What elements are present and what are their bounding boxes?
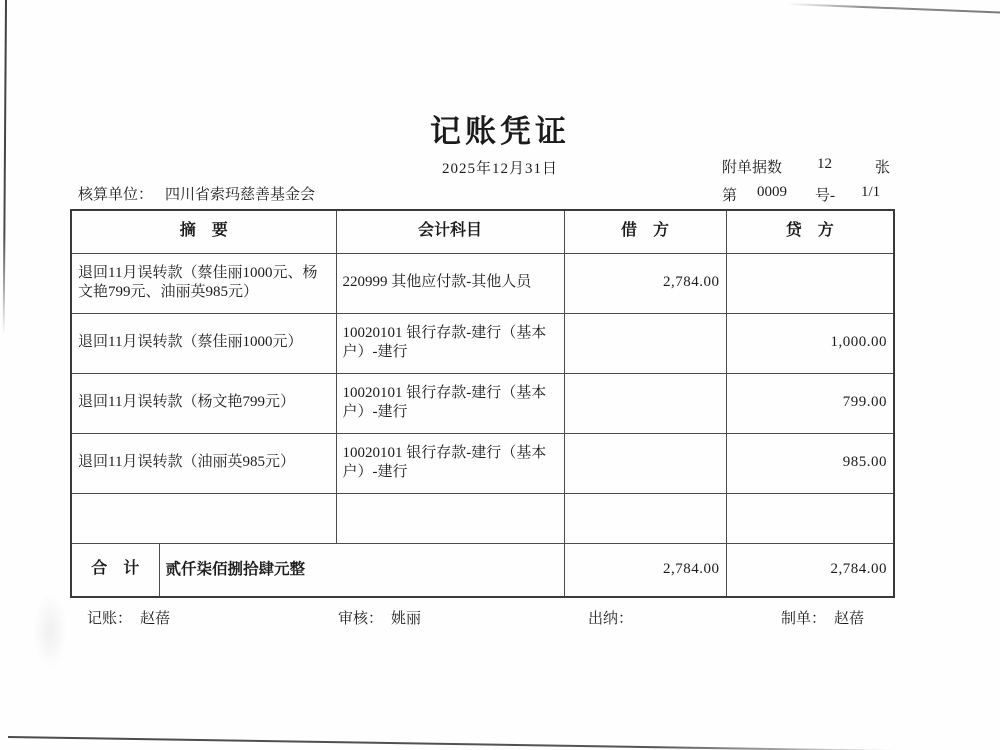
cashier-label: 出纳： [588, 611, 634, 627]
table-row-empty [71, 493, 894, 543]
amount-in-words-cell: 贰仟柒佰捌拾肆元整 [159, 543, 564, 597]
bookkeeper-signature [87, 607, 170, 628]
scan-edge-top [788, 3, 1000, 14]
debit-cell [564, 433, 726, 493]
scan-edge-bottom [8, 736, 928, 750]
total-debit-cell: 2,784.00 [564, 543, 726, 597]
reviewer-name: 姚丽 [391, 611, 422, 627]
credit-cell: 985.00 [726, 433, 894, 493]
account-cell: 10020101 银行存款-建行（基本户）-建行 [336, 433, 564, 493]
table-header-row [71, 210, 894, 253]
table-row [71, 253, 894, 313]
preparer-name: 赵蓓 [834, 611, 865, 627]
accounting-unit-name: 四川省索玛慈善基金会 [165, 187, 316, 203]
accounting-unit-label: 核算单位： [78, 187, 154, 203]
reviewer-signature [338, 607, 421, 628]
column-header-account: 会计科目 [336, 210, 564, 253]
cashier-signature [588, 607, 641, 628]
credit-cell [726, 253, 894, 313]
page-title: 记账凭证 [430, 114, 570, 149]
account-cell [336, 493, 564, 543]
summary-cell: 退回11月误转款（油丽英985元） [71, 433, 336, 493]
debit-cell [564, 493, 726, 543]
voucher-date: 2025年12月31日 [441, 161, 558, 177]
summary-cell: 退回11月误转款（蔡佳丽1000元、杨文艳799元、油丽英985元） [71, 253, 336, 313]
debit-cell: 2,784.00 [564, 253, 726, 313]
column-header-credit: 贷 方 [726, 210, 894, 253]
reviewer-label: 审核： [338, 611, 384, 627]
preparer-label: 制单： [781, 611, 827, 627]
voucher-table [70, 209, 895, 598]
bookkeeper-name: 赵蓓 [140, 611, 171, 627]
table-row [71, 433, 894, 493]
scan-smudge [33, 592, 67, 670]
accounting-unit-line [78, 183, 315, 204]
debit-cell [564, 313, 726, 373]
attachment-count-value: 12 [817, 156, 832, 172]
credit-cell: 799.00 [726, 373, 894, 433]
table-row [71, 313, 894, 373]
debit-cell [564, 373, 726, 433]
summary-cell: 退回11月误转款（蔡佳丽1000元） [71, 313, 336, 373]
voucher-page-number: 1/1 [861, 184, 881, 200]
voucher-number-label: 第 [722, 188, 738, 204]
account-cell: 10020101 银行存款-建行（基本户）-建行 [336, 373, 564, 433]
credit-cell [726, 493, 894, 543]
account-cell: 220999 其他应付款-其他人员 [336, 253, 564, 313]
column-header-debit: 借 方 [564, 210, 726, 253]
signature-footer [72, 607, 895, 631]
column-header-summary: 摘 要 [71, 210, 336, 253]
summary-cell [71, 493, 336, 543]
total-credit-cell: 2,784.00 [726, 543, 894, 597]
credit-cell: 1,000.00 [726, 313, 894, 373]
account-cell: 10020101 银行存款-建行（基本户）-建行 [336, 313, 564, 373]
total-label-cell: 合 计 [71, 543, 159, 597]
table-row [71, 373, 894, 433]
voucher-number-suffix: 号- [815, 188, 835, 204]
preparer-signature [781, 607, 864, 628]
voucher-number-value: 0009 [757, 184, 787, 200]
total-row [71, 543, 894, 597]
summary-cell: 退回11月误转款（杨文艳799元） [71, 373, 336, 433]
attachment-count-label: 附单据数 [722, 160, 783, 176]
attachment-count-unit: 张 [875, 160, 891, 176]
bookkeeper-label: 记账： [87, 611, 133, 627]
